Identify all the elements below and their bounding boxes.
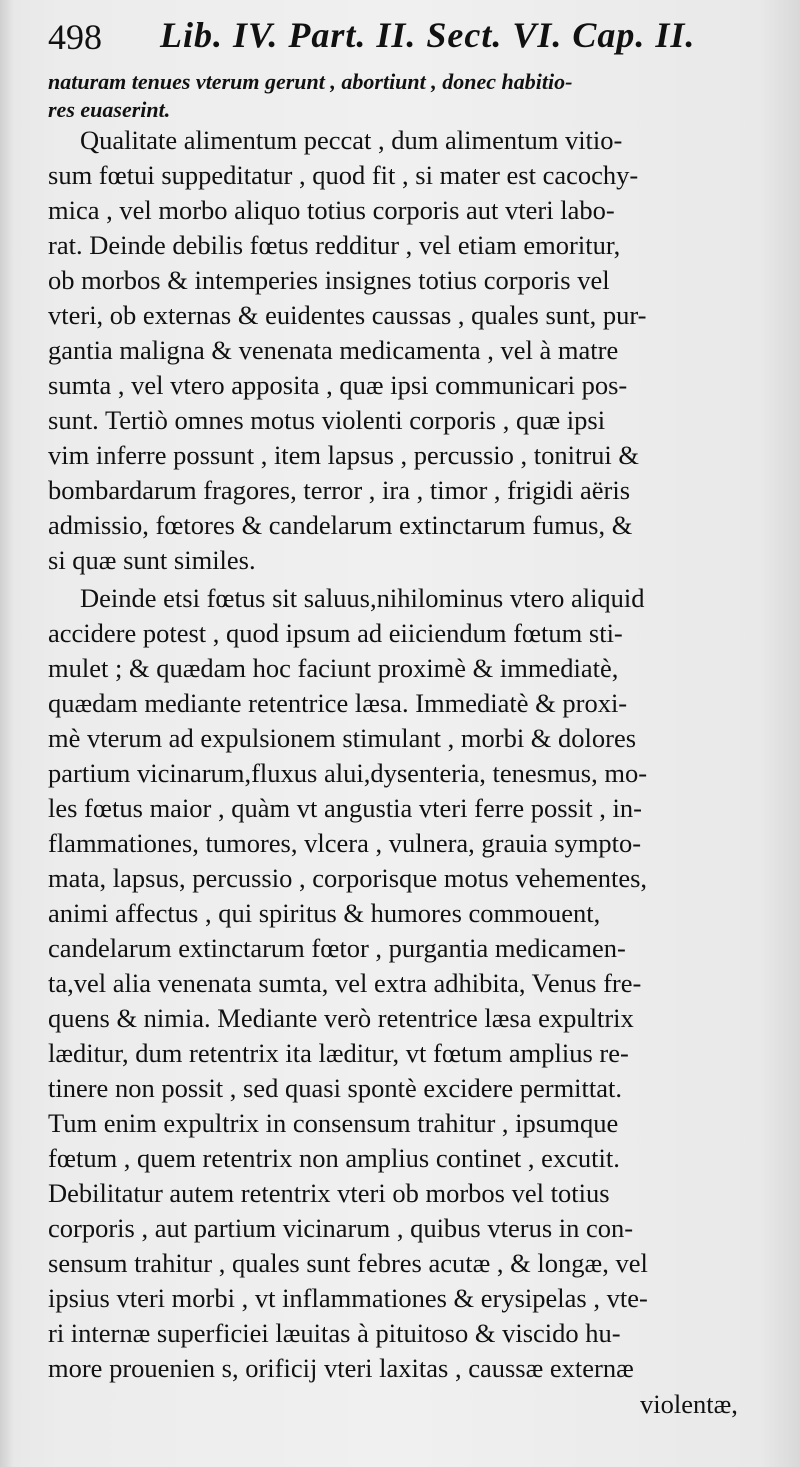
- text-line: sunt. Tertiò omnes motus violenti corporis , quæ ipsi: [48, 405, 606, 435]
- text-line: Debilitatur autem retentrix vteri ob morbos vel totius: [48, 1178, 610, 1208]
- text-line: ipsius vteri morbi , vt inflammationes & erysipelas , vte-: [48, 1283, 648, 1313]
- text-line: quens & nimia. Mediante verò retentrice læsa expultrix: [48, 1003, 634, 1033]
- text-line: corporis , aut partium vicinarum , quibus vterus in con-: [48, 1213, 634, 1243]
- text-line: gantia maligna & venenata medicamenta , vel à matre: [48, 335, 619, 365]
- text-line: naturam tenues vterum gerunt , abortiunt , donec habitio-: [48, 69, 573, 94]
- page-number: 498: [48, 17, 102, 57]
- paragraph-start-line: Qualitate alimentum peccat , dum alimentum vitio-: [80, 125, 623, 155]
- text-line: Tum enim expultrix in consensum trahitur , ipsumque: [48, 1108, 619, 1138]
- text-line: candelarum extinctarum fœtor , purgantia medicamen-: [48, 933, 626, 963]
- text-line: læditur, dum retentrix ita læditur, vt fœtum amplius re-: [48, 1038, 629, 1068]
- text-line: partium vicinarum,fluxus alui,dysenteria, tenesmus, mo-: [48, 758, 648, 788]
- text-line: accidere potest , quod ipsum ad eiiciendum fœtum sti-: [48, 618, 623, 648]
- page-header: [48, 14, 768, 64]
- running-head: Lib. IV. Part. II. Sect. VI. Cap. II.: [160, 15, 696, 55]
- paragraph-start-line: Deinde etsi fœtus sit saluus,nihilominus vtero aliquid: [80, 583, 645, 613]
- text-line: ri internæ superficiei læuitas à pituitoso & viscido hu-: [48, 1318, 621, 1348]
- text-line: admissio, fœtores & candelarum extinctarum fumus, &: [48, 510, 633, 540]
- text-line: more prouenien s, orificij vteri laxitas , caussæ externæ: [48, 1353, 634, 1383]
- text-line: bombardarum fragores, terror , ira , timor , frigidi aëris: [48, 475, 631, 505]
- text-line: sum fœtui suppeditatur , quod fit , si mater est cacochy-: [48, 160, 639, 190]
- text-line: res euaserint.: [48, 97, 171, 122]
- text-line: vteri, ob externas & euidentes caussas , quales sunt, pur-: [48, 300, 647, 330]
- text-line: mata, lapsus, percussio , corporisque motus vehementes,: [48, 863, 648, 893]
- text-line: rat. Deinde debilis fœtus redditur , vel etiam emoritur,: [48, 230, 621, 260]
- text-line: mulet ; & quædam hoc faciunt proximè & immediatè,: [48, 653, 619, 683]
- text-line: si quæ sunt similes.: [48, 545, 256, 575]
- text-line: ob morbos & intemperies insignes totius corporis vel: [48, 265, 610, 295]
- catchword: violentæ,: [640, 1389, 738, 1419]
- text-line: mè vterum ad expulsionem stimulant , morbi & dolores: [48, 723, 637, 753]
- text-line: flammationes, tumores, vlcera , vulnera, grauia sympto-: [48, 828, 642, 858]
- text-line: fœtum , quem retentrix non amplius continet , excutit.: [48, 1143, 620, 1173]
- text-line: animi affectus , qui spiritus & humores commouent,: [48, 898, 601, 928]
- text-line: quædam mediante retentrice læsa. Immediatè & proxi-: [48, 688, 628, 718]
- text-line: mica , vel morbo aliquo totius corporis aut vteri labo-: [48, 195, 615, 225]
- text-line: vim inferre possunt , item lapsus , percussio , tonitrui &: [48, 440, 640, 470]
- text-line: sumta , vel vtero apposita , quæ ipsi communicari pos-: [48, 370, 628, 400]
- text-line: ta,vel alia venenata sumta, vel extra adhibita, Venus fre-: [48, 968, 642, 998]
- text-line: les fœtus maior , quàm vt angustia vteri ferre possit , in-: [48, 793, 642, 823]
- text-line: sensum trahitur , quales sunt febres acutæ , & longæ, vel: [48, 1248, 648, 1278]
- text-line: tinere non possit , sed quasi spontè excidere permittat.: [48, 1073, 623, 1103]
